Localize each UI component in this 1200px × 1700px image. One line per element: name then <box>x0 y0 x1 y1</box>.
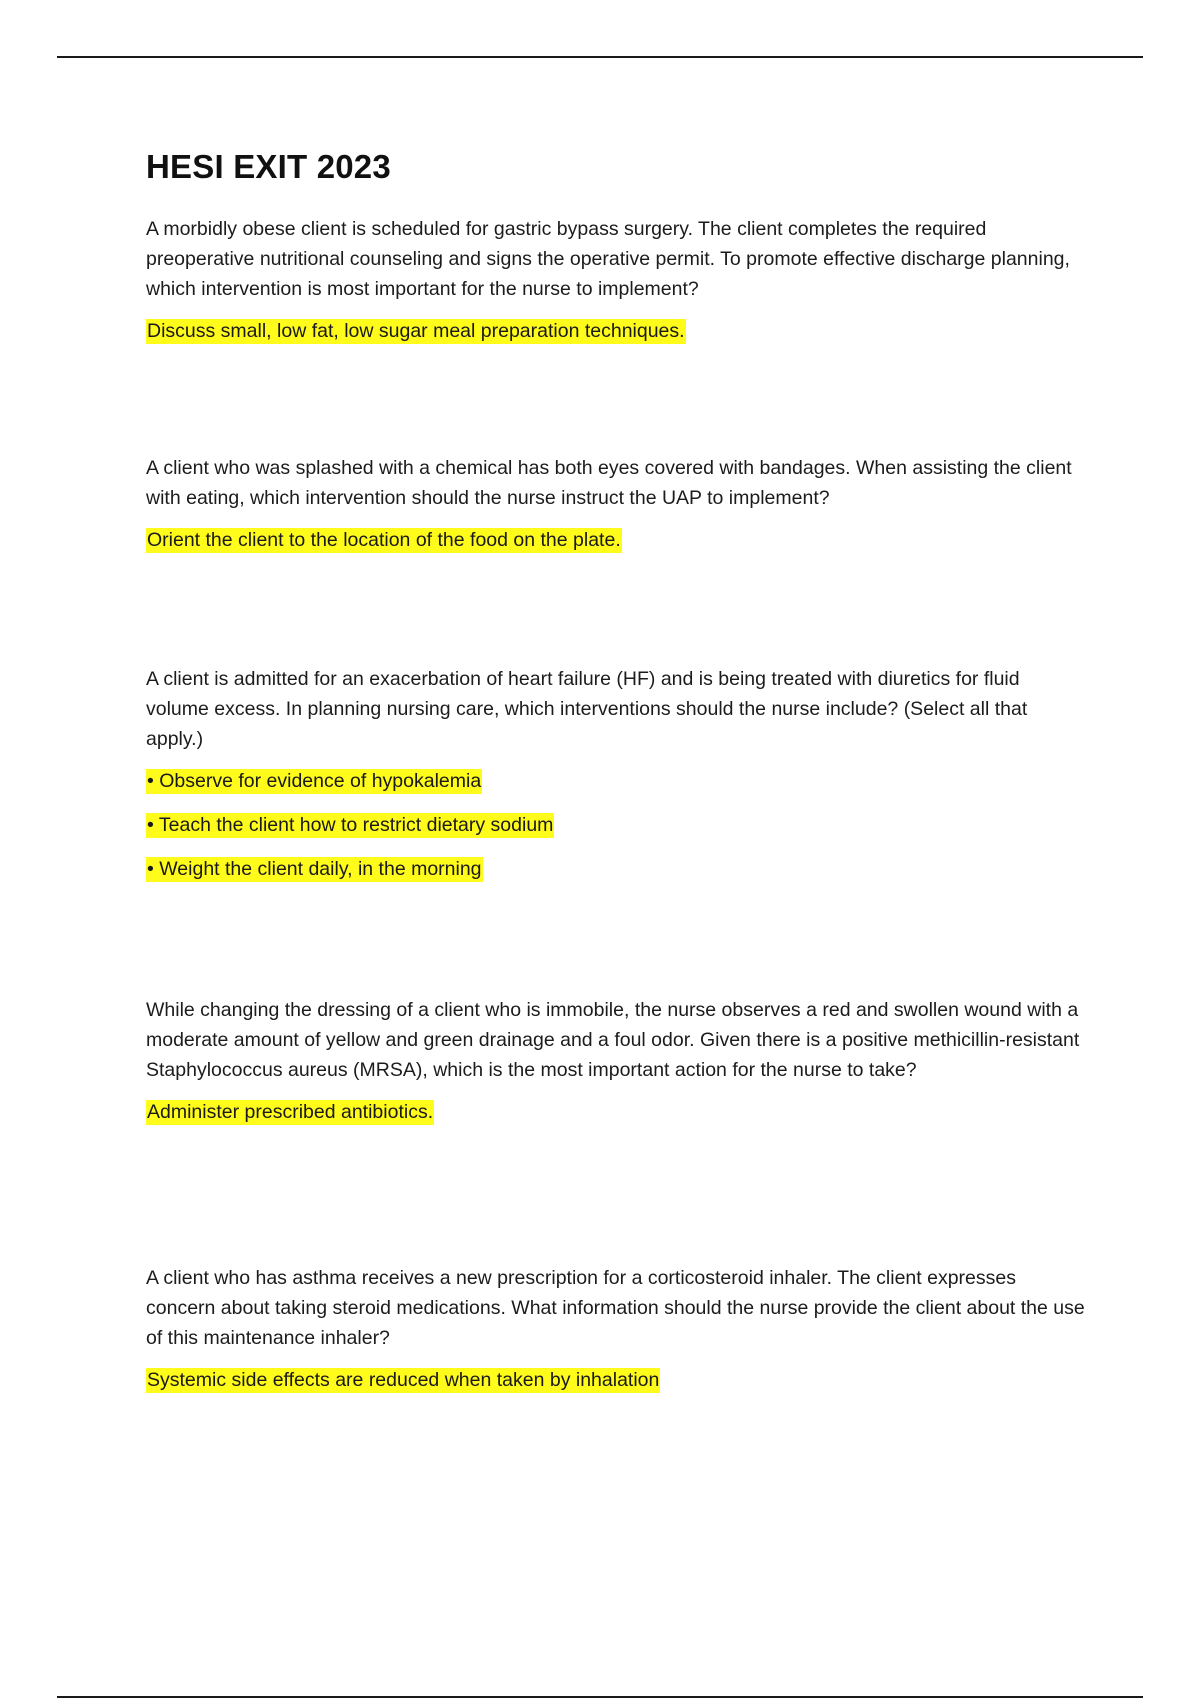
answer-list <box>146 1097 1086 1127</box>
question-text: A client who was splashed with a chemical has both eyes covered with bandages. When assisting the client with eating, which intervention should the nurse instruct the UAP to implement? <box>146 457 1072 509</box>
question-block <box>146 214 1086 360</box>
answer-item <box>146 854 1086 884</box>
question-block <box>146 1263 1086 1409</box>
answer-list <box>146 1365 1086 1395</box>
highlighted-answer: Administer prescribed antibiotics. <box>147 1101 434 1123</box>
highlighted-answer: Orient the client to the location of the food on the plate. <box>147 529 621 551</box>
answer-list <box>146 525 1086 555</box>
answer-list <box>146 316 1086 346</box>
highlighted-answer: • Observe for evidence of hypokalemia <box>147 770 482 792</box>
document-title: HESI EXIT 2023 <box>146 148 391 185</box>
answer-item <box>146 1365 1086 1395</box>
answer-list <box>146 766 1086 884</box>
answer-item <box>146 766 1086 796</box>
question-text: While changing the dressing of a client who is immobile, the nurse observes a red and swollen wound with a moderate amount of yellow and green drainage and a foul odor. Given there is a positive methicillin-resistant Staphylococcus aureus (MRSA), which is the most important action for the nurse to take? <box>146 999 1080 1081</box>
question-text: A morbidly obese client is scheduled for gastric bypass surgery. The client completes the required preoperative nutritional counseling and signs the operative permit. To promote effective discharge planning, which intervention is most important for the nurse to implement? <box>146 218 1070 300</box>
answer-item <box>146 1097 1086 1127</box>
question-block <box>146 664 1086 898</box>
answer-item <box>146 810 1086 840</box>
highlighted-answer: • Weight the client daily, in the morning <box>147 858 482 880</box>
question-block <box>146 995 1086 1141</box>
question-text: A client who has asthma receives a new prescription for a corticosteroid inhaler. The client expresses concern about taking steroid medications. What information should the nurse provide the client about the use of this maintenance inhaler? <box>146 1267 1085 1349</box>
top-rule <box>57 56 1143 58</box>
highlighted-answer: Discuss small, low fat, low sugar meal preparation techniques. <box>147 320 685 342</box>
question-block <box>146 453 1086 569</box>
question-text: A client is admitted for an exacerbation of heart failure (HF) and is being treated with diuretics for fluid volume excess. In planning nursing care, which interventions should the nurse include? (Select all that apply.) <box>146 668 1028 750</box>
highlighted-answer: • Teach the client how to restrict dietary sodium <box>147 814 554 836</box>
answer-item <box>146 316 1086 346</box>
answer-item <box>146 525 1086 555</box>
highlighted-answer: Systemic side effects are reduced when taken by inhalation <box>147 1369 660 1391</box>
bottom-rule <box>57 1696 1143 1698</box>
